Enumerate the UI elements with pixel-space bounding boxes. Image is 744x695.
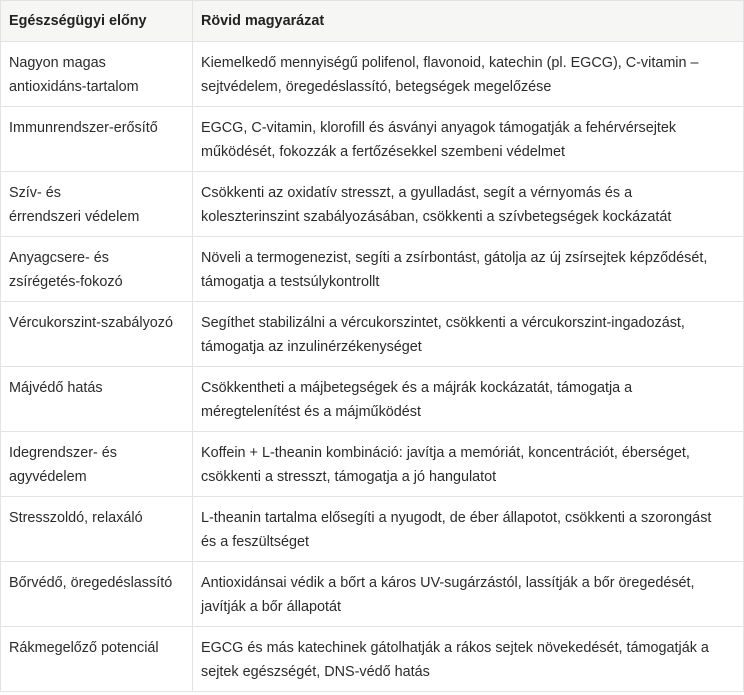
benefit-cell [1,302,193,367]
table-row [1,237,744,302]
benefit-text: Rákmegelőző potenciál [9,640,159,656]
benefit-text: Stresszoldó, relaxáló [9,510,143,526]
explanation-text: EGCG, C-vitamin, klorofill és ásványi anyagok támogatják a fehérvérsejtek működését, fokozzák a fertőzésekkel szembeni védelmet [201,120,677,160]
table-row [1,562,744,627]
explanation-cell [193,302,744,367]
table-row [1,107,744,172]
table-header-row [1,1,744,42]
explanation-text: Kiemelkedő mennyiségű polifenol, flavonoid, katechin (pl. EGCG), C-vitamin – sejtvédelem, öregedéslassító, betegségek megelőzése [201,55,699,95]
benefit-text: Bőrvédő, öregedéslassító [9,575,173,591]
explanation-text: Csökkentheti a májbetegségek és a májrák kockázatát, támogatja a méregtelenítést és a májműködést [201,380,633,420]
benefit-text: Immunrendszer-erősítő [9,120,158,136]
table-row [1,42,744,107]
benefit-cell [1,107,193,172]
table-row [1,367,744,432]
header-explanation: Rövid magyarázat [193,1,744,42]
benefit-cell [1,42,193,107]
explanation-text: Segíthet stabilizálni a vércukorszintet, csökkenti a vércukorszint-ingadozást, támogatja az inzulinérzékenységet [201,315,685,355]
explanation-text: Antioxidánsai védik a bőrt a káros UV-sugárzástól, lassítják a bőr öregedését, javítják a bőr állapotát [201,575,695,615]
explanation-text: Növeli a termogenezist, segíti a zsírbontást, gátolja az új zsírsejtek képződését, támogatja a testsúlykontrollt [201,250,708,290]
explanation-cell [193,367,744,432]
table-row [1,302,744,367]
benefit-text: Idegrendszer- és agyvédelem [9,445,117,485]
benefit-cell [1,367,193,432]
benefit-text: Vércukorszint-szabályozó [9,315,173,331]
benefit-text: Májvédő hatás [9,380,103,396]
benefit-text: Anyagcsere- és zsírégetés-fokozó [9,250,123,290]
explanation-cell [193,42,744,107]
table-row [1,172,744,237]
benefit-text: Szív- és érrendszeri védelem [9,185,140,225]
benefit-text: Nagyon magas antioxidáns-tartalom [9,55,139,95]
explanation-cell [193,172,744,237]
explanation-text: L-theanin tartalma elősegíti a nyugodt, de éber állapotot, csökkenti a szorongást és a feszültséget [201,510,712,550]
benefit-cell [1,562,193,627]
explanation-cell [193,107,744,172]
explanation-cell [193,237,744,302]
explanation-cell [193,497,744,562]
table-row [1,432,744,497]
explanation-text: EGCG és más katechinek gátolhatják a rákos sejtek növekedését, támogatják a sejtek egészségét, DNS-védő hatás [201,640,709,680]
table-row [1,627,744,692]
table-row [1,497,744,562]
benefit-cell [1,432,193,497]
explanation-text: Csökkenti az oxidatív stresszt, a gyulladást, segít a vérnyomás és a koleszterinszint szabályozásában, csökkenti a szívbetegségek kockázatát [201,185,672,225]
explanation-text: Koffein + L-theanin kombináció: javítja a memóriát, koncentrációt, éberséget, csökkenti a stresszt, támogatja a jó hangulatot [201,445,690,485]
benefit-cell [1,237,193,302]
benefit-cell [1,497,193,562]
explanation-cell [193,562,744,627]
explanation-cell [193,627,744,692]
header-benefit: Egészségügyi előny [1,1,193,42]
benefit-cell [1,172,193,237]
explanation-cell [193,432,744,497]
benefit-cell [1,627,193,692]
